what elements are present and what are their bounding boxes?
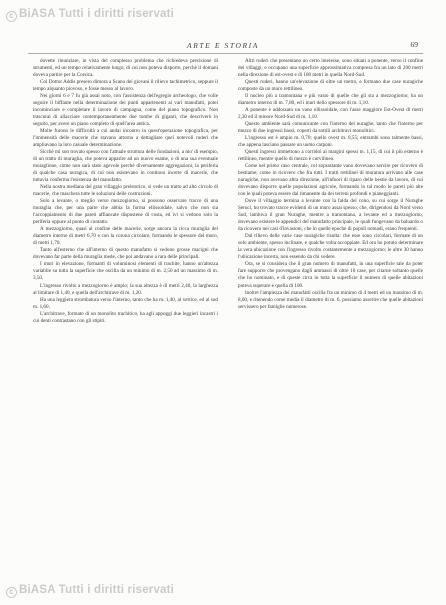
paragraph: Dove il villaggio termina a levante con la falda del cono, su cui sorge il Nuraghe Seruci, ho trovato tracce evidenti di un muro assai spesso, che, dirigendosi da Nord verso Sud, lambiva il gran Nuraghe, mentre a tramontana, a levante ed a mezzogiorno, dovevano esistere le appendici del manufatto principale, le quali fungevano da baluardo o da ricovero nei casi d'invasioni, che in quelle epoche di popoli nomadi, erano frequenti. [238,198,423,233]
paragraph: Solo a levante, o meglio verso mezzogiorno, si possono osservare tracce di una muraglia che, per una parte che abbia la forma ellissoidale, salvo che non sia l'accoppiamento di due pareti affiancate dispostene di costa, ed ivi si vedono solo la periferia oppure al punto di contatto. [33,198,218,226]
paragraph: dovette rinunziare, in vista del complesso problema che richiedeva precisione di strumenti, ed un tempo relativamente lungo, di cui non poteva disporre, perchè il domani doveva partire per la Corsica. [33,58,218,79]
paragraph: Il nucleo più a tramontana e più vasto di quelle che gli sta a mezzogiorno; ha un diametro interno di m. 7,80, ed i muri dello spessore di m. 1,10. [238,93,423,107]
paragraph: Nella nostra mediana del gran villaggio preistorico, si vede un tratto ad alto circolo di macerie, che maschera tutte le soluzioni delle costruzioni. [33,184,218,198]
paragraph: I muri in elevazione, formanti di voluminosi elementi di trachite, hanno un'altezza variabile su tutta la superficie che oscilla da un minimo di m. 2,50 ad un massimo di m. 3,50. [33,261,218,282]
paragraph: Questi ingressi immettono a corridoi ai margini spessi m. 1,15, di cui il più esterno è rettilineo, mentre quello di mezzo è curvilineo. [238,149,423,163]
watermark-text: BiASA Tutti i diritti riservati [19,8,175,20]
paragraph: Tanto all'esterno che all'interno di questo manufatto si vedono grosse macigni che dovevano far parte della muraglia mede, che poi andavano a rara delle principali. [33,247,218,261]
paragraph: Come nel primo caso centrale, col soprastante vano dovevano servire per ricovero di bestiame; come in ricovero che fra tutti. I tratti rettilinei di muratura arrivano alle case nuragiche, non avevano altra direzione, all'infuori di riparo delle bestie da lavoro, di cui dovevano disporre quelle popolazioni agricole, formando in tal modo le pareti più alte con le quali poteva essere dal rimanente da dei terreni profondi e pianeggianti. [238,163,423,198]
header-rule [28,53,423,54]
paragraph: L'architrave, formato di un monolito trachitico, ha agli appoggi due leggieri incastri i cui denti contrastano con gli stipiti. [33,310,218,324]
paragraph: Molte furono le difficoltà a cui andai incontro in quest'operazione topografica, per l'immensità delle macerie che stavano attorno a dettagliare quei notevoli ruderi che ampliavano la loro casuale determinazione. [33,128,218,149]
paragraph: Altri ruderi che presentano un certo interesse, sono situati a ponente, verso il confine dei villaggi, e occupano una superficie approssimativa compresa fra un lato di 200 metri nella direzione di est-ovest e di 180 metri in quella Nord-Sud. [238,58,423,79]
watermark-top [6,8,174,22]
paragraph: Sicchè mi son trovato spesso con l'attuale struttura delle fondazioni, a mo' di esempio, di un tratto di muraglia, che poteva apparire ad un nuovo esame, o di una sua eventuale muraglione, come non sarà stato agevole perchè diversamente aggregazioni, la periferia di qualche casa nuragica, di cui non esistevano in continuo incerte di macerie, che tuttavia conferma l'esistenza del manufatto. [33,149,218,184]
paragraph: Questi ruderi, hanno un'elevazione di oltre un metro, e formano due case nuragiche composte da un muro rettilineo. [238,79,423,93]
paragraph: Ha una leggiera strombatura verso l'interno, tanto che ha m. 1,40, al vertice, ed al sud m. 1,60. [33,296,218,310]
paragraph: L'ingresso est è ampio m. 0,70; quello ovest m. 0,55; entrambi sono talmente bassi, che appena lasciano passare un uomo carponi. [238,135,423,149]
paragraph: Dal rilievo delle varie case nuragiche risulta: che esse sono circolari, formate di un solo ambiente, spesso inclinate, e qualche volta accoppiate. Ed ora ho potuto determinare la vera ubicazione con l'ingresso rivolto costantemente a mezzogiorno; le altre 30 hanno l'ubicazione incerta, non essendo da chi vedere. [238,233,423,261]
paragraph: Ora, se si considera che il gran numero di manufatti, in una superficie tale da poter fare supporre che provengano dagli ammassi di oltre 10 case, per citarne soltanto quelle che ho nominato, e di queste circa in tutta la superficie il numero di quelle abitazioni poteva superare e quella di 100. [238,261,423,289]
copyright-icon: c [6,11,17,22]
paragraph: Nei giorni 6 e 7 fu già assai noto, con l'assistenza dell'egregio archeologo, che volle seguire il biffante nella determinazione dei punti appartenenti ai vari manufatti, potei incominciare e completare il lavoro di campagna, come del piano topografico. Non trascurai di allacciare contemporaneamente due tombe di giganti, che descriverò in seguito, per avere un piano completo di quell'area antica. [33,93,218,128]
paragraph: A mezzogiorno, quasi al confine delle macerie, sorge ancora la ricca muraglia del diametro interno di metri 6,70 e con la corona circolare, formando le spessore del muro, di metri 1,70. [33,226,218,247]
paragraph: Questo ambiente sarà comunicante con l'interno del nuraghe, tanto che l'interno per mezzo di due ingressi bassi, coperti da sottili architravi monolitici. [238,121,423,135]
paragraph: Col Dottor Addis presero dimora a Scano dei giovani il rilievo tachimetrico, seppure il tempo alquanto piovoso, e fosse messo al lavoro. [33,79,218,93]
watermark-bottom [6,584,174,598]
page-number: 69 [410,40,418,49]
paragraph: A ponente è addossato un vano ellissoidale, con l'asse maggiore Est-Ovest di metri 2,30 ed il minore Nord-Sud di m. 1,10. [238,107,423,121]
running-head: ARTE E STORIA [187,41,259,50]
left-column [33,58,218,325]
paragraph: L'ingresso rivolto a mezzogiorno è ampio; la sua altezza è di metri 2,40, la larghezza al limitare di 1,40, e quella dell'architrave di m. 1,20. [33,282,218,296]
right-column [238,58,423,311]
copyright-icon: c [6,587,17,598]
paragraph: Inoltre l'ampiezza dei manufatti oscilla fra un minimo di 4 metri ed un massimo di m. 8,00, e ritenendo come media il diametro di m. 6, possiamo asserire che quelle abitazioni servissero per famiglie numerose. [238,289,423,310]
watermark-text: BiASA Tutti i diritti riservati [19,584,175,596]
